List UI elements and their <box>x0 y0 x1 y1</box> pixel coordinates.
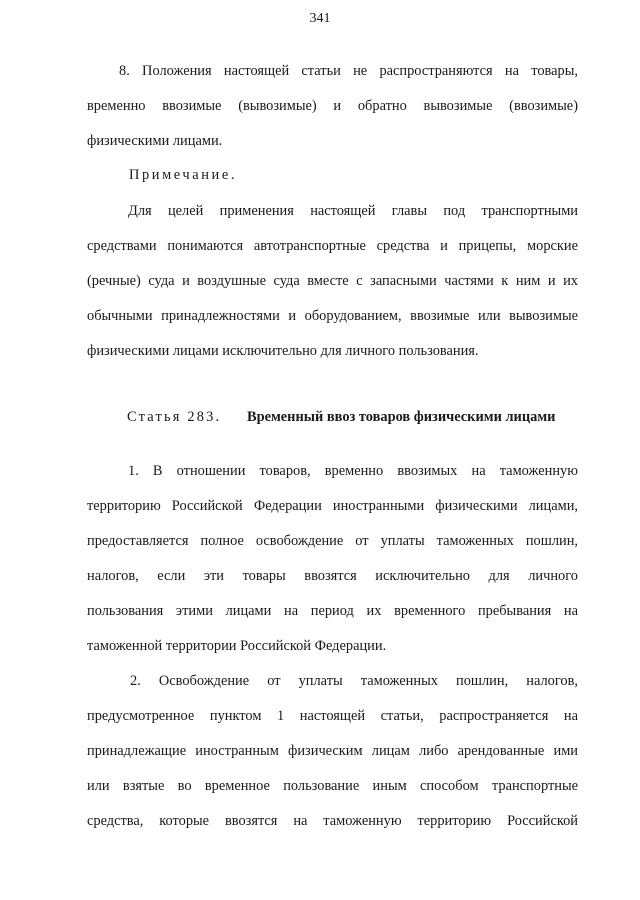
paragraph-line: физическими лицами исключительно для личного пользования. <box>87 343 479 359</box>
paragraph-line: или взятые во временное пользование иным способом транспортные <box>87 778 578 794</box>
paragraph-line: предоставляется полное освобождение от уплаты таможенных пошлин, <box>87 533 578 549</box>
paragraph-line: временно ввозимые (вывозимые) и обратно вывозимые (ввозимые) <box>87 98 578 114</box>
paragraph-line: территорию Российской Федерации иностранными физическими лицами, <box>87 498 578 514</box>
paragraph-line: средствами понимаются автотранспортные средства и прицепы, морские <box>87 238 578 254</box>
paragraph-line: 1. В отношении товаров, временно ввозимых на таможенную <box>128 463 578 479</box>
paragraph-line: налогов, если эти товары ввозятся исключительно для личного <box>87 568 578 584</box>
article-number: Статья 283. <box>127 409 222 425</box>
page-number: 341 <box>309 11 331 26</box>
paragraph-line: средства, которые ввозятся на таможенную территорию Российской <box>87 813 578 829</box>
paragraph-line: 8. Положения настоящей статьи не распространяются на товары, <box>119 63 578 79</box>
paragraph-line: предусмотренное пунктом 1 настоящей статьи, распространяется на <box>87 708 578 724</box>
paragraph-line: таможенной территории Российской Федерации. <box>87 638 387 654</box>
paragraph-line: Для целей применения настоящей главы под транспортными <box>128 203 578 219</box>
paragraph-line: обычными принадлежностями и оборудованием, ввозимые или вывозимые <box>87 308 578 324</box>
article-title: Временный ввоз товаров физическими лицами <box>247 409 556 425</box>
paragraph-line: физическими лицами. <box>87 133 223 149</box>
paragraph-line: пользования этими лицами на период их временного пребывания на <box>87 603 578 619</box>
paragraph-line: (речные) суда и воздушные суда вместе с запасными частями к ним и их <box>87 273 578 289</box>
paragraph-line: принадлежащие иностранным физическим лицам либо арендованные ими <box>87 743 578 759</box>
note-heading: Примечание. <box>129 167 238 183</box>
paragraph-line: 2. Освобождение от уплаты таможенных пошлин, налогов, <box>130 673 578 689</box>
